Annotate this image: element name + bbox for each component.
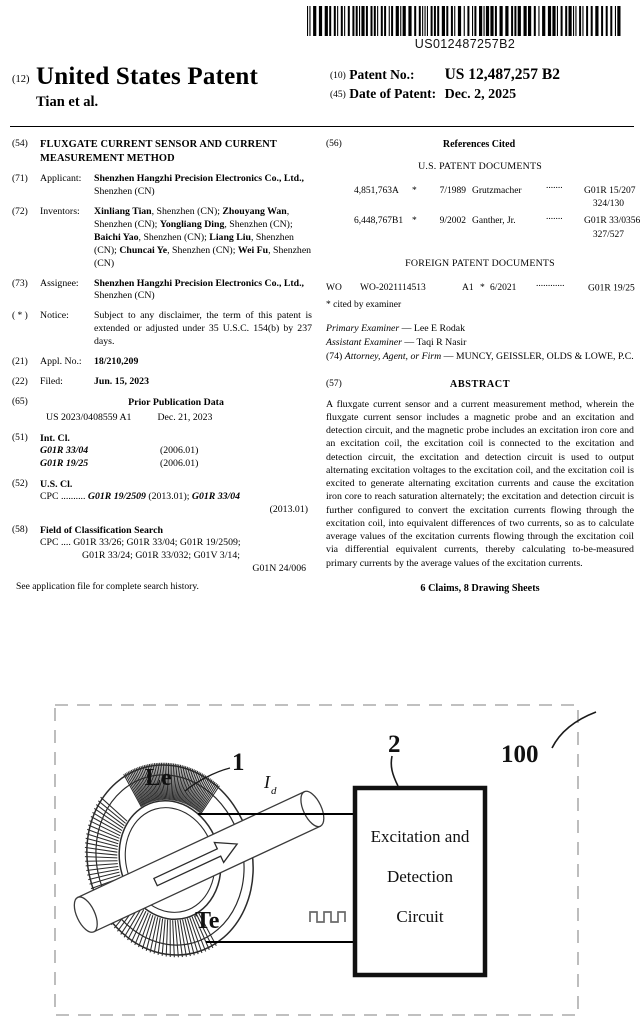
int-cl-table: [40, 445, 312, 471]
int-cl-version: (2006.01): [160, 445, 199, 457]
applicant-location: Shenzhen (CN): [94, 186, 155, 198]
references-heading: References Cited: [442, 139, 516, 150]
patent-date-value: Dec. 2, 2025: [444, 87, 517, 102]
attorney-label: Attorney, Agent, or Firm: [344, 350, 442, 362]
us-cl-version-1: (2013.01);: [145, 490, 192, 502]
field-notice-label: Notice:: [40, 310, 69, 322]
field-prior-pub-number: (65): [12, 397, 28, 407]
us-cl-version-2-line: [40, 504, 312, 517]
field-us-cl-number: (52): [12, 478, 28, 489]
current-label-id-main: I: [264, 772, 270, 792]
assistant-examiner-name: — Taqi R Nasir: [401, 337, 467, 349]
field-class-search-number: (58): [12, 524, 28, 535]
coil-turn: [173, 920, 175, 957]
inventor-location: , Shenzhen (CN);: [151, 205, 223, 217]
field-inventors: [12, 206, 312, 271]
appl-no-value: 18/210,209: [94, 356, 139, 368]
us-patent-documents-list: [326, 180, 641, 241]
assistant-examiner-row: [326, 337, 634, 350]
attorney-name: — MUNCY, GEISSLER, OLDS & LOWE, P.C.: [441, 350, 634, 362]
patent-date-tag: (45): [330, 90, 346, 100]
field-applicant: [12, 173, 312, 199]
reference-classification: G01R 33/0356: [584, 216, 641, 227]
invention-title: FLUXGATE CURRENT SENSOR AND CURRENT MEASUREMENT METHOD: [40, 139, 277, 165]
notice-text: Subject to any disclaimer, the term of this patent is extended or adjusted under 35 U.S.C. 154(b) by 237 days.: [94, 310, 312, 348]
coil-turn: [85, 857, 117, 858]
references-header-row: [326, 138, 634, 151]
square-wave-path: [310, 912, 345, 922]
foreign-dot-leader: ............: [536, 278, 565, 289]
filed-date-value: Jun. 15, 2023: [94, 376, 149, 388]
coil-turn: [93, 812, 123, 830]
class-search-heading: Field of Classification Search: [40, 524, 163, 536]
inventor-location: , Shenzhen (CN);: [138, 231, 210, 243]
excitation-detection-circuit-box: [355, 788, 485, 975]
coil-label-le: Le: [145, 765, 172, 791]
abstract-header-row: [326, 378, 634, 392]
us-cl-line: [40, 491, 312, 504]
prior-publication-number: US 2023/0408559 A1: [46, 412, 132, 424]
probe-ref-label-1: 1: [232, 749, 245, 776]
primary-examiner-label: Primary Examiner: [326, 323, 400, 335]
coil-turn: [162, 919, 165, 955]
reference-date: 9/2002: [439, 216, 466, 227]
int-cl-heading: Int. Cl.: [40, 432, 70, 444]
int-cl-code: G01R 33/04: [40, 445, 89, 457]
reference-patent-number: 4,851,763: [354, 185, 392, 196]
field-filed-label: Filed:: [40, 376, 63, 388]
coil-turn: [85, 852, 117, 855]
coil-turn: [180, 920, 186, 957]
inventor-location: , Shenzhen (CN): [94, 244, 312, 269]
applicant-name: Shenzhen Hangzhi Precision Electronics Co., Ltd.,: [94, 173, 305, 185]
inventor-location: , Shenzhen (CN);: [167, 244, 238, 256]
int-cl-row: [40, 445, 312, 458]
field-filed-number: (22): [12, 377, 28, 388]
field-notice-number: ( * ): [12, 311, 28, 322]
class-search-line-3: G01N 24/006: [252, 562, 306, 574]
reference-dot-leader: .......: [546, 211, 563, 222]
foreign-reference-row: [326, 278, 634, 295]
field-appl-no-label: Appl. No.:: [40, 356, 82, 368]
page-title: United States Patent: [36, 63, 259, 90]
inventor-name: Zhouyang Wan: [222, 205, 287, 217]
field-appl-no-number: (21): [12, 357, 28, 368]
attorney-row: [326, 351, 634, 364]
inventor-name: Xinliang Tian: [94, 205, 152, 217]
class-search-line-1: CPC .... G01R 33/26; G01R 33/04; G01R 19/2509;: [40, 536, 241, 548]
reference-dot-leader: .......: [546, 181, 563, 192]
coil-label-te: Te: [195, 908, 220, 934]
reference-subclass: 324/130: [592, 199, 624, 210]
inventor-location: , Shenzhen (CN);: [94, 205, 290, 230]
circuit-label-line-3: Circuit: [396, 907, 444, 926]
field-applicant-label: Applicant:: [40, 173, 82, 185]
masthead: [0, 62, 644, 126]
field-inventors-label: Inventors:: [40, 205, 80, 217]
int-cl-code: G01R 19/25: [40, 457, 89, 469]
field-assignee-number: (73): [12, 278, 28, 289]
applicant-value: [94, 173, 312, 199]
claims-and-sheets-line: 6 Claims, 8 Drawing Sheets: [420, 582, 540, 594]
abstract-text: A fluxgate current sensor and a current measurement method, wherein the fluxgate current sensor includes a magnetic probe and an excitation and detection circuit, and the magnetic probe includes an excitation iron core and an excitation coil, the excitation coil is connected to the excitation and detection circuit, the excitation and detection circuit is used to output alternating excitation voltages to the excitation coil, and the excitation coil is excited to generate alternating excitation currents and cause the excitation iron core to reach saturation alternately; the excitation and detection circuit is further configured to convert the excitation currents flowing through the excitation coil, into equivalent differences of two currents, so as to calculate average values of the excitation currents flowing through the excitation coil via differential equivalent currents, thereby calculating to-be-measured primary currents by the average values of the excitation currents.: [326, 398, 634, 569]
us-cl-version-2: (2013.01): [269, 503, 308, 515]
foreign-publication-number: WO-2021114513: [360, 283, 426, 294]
field-int-cl: [12, 432, 312, 471]
field-appl-no: [12, 356, 312, 369]
inventor-name: Chuncai Ye: [119, 244, 168, 256]
reference-classification: G01R 15/207: [584, 185, 636, 196]
field-int-cl-number: (51): [12, 432, 28, 443]
foreign-documents-heading: FOREIGN PATENT DOCUMENTS: [405, 258, 555, 270]
field-title: [12, 138, 312, 166]
us-cl-cpc-label: CPC ..........: [40, 490, 86, 502]
reference-assignee-name: Ganther, Jr.: [472, 216, 516, 227]
primary-examiner-name: — Lee E Rodak: [399, 323, 466, 335]
barcode-number: US012487257B2: [414, 37, 516, 51]
reference-examiner-star: *: [412, 185, 417, 196]
references-number: (56): [326, 139, 342, 149]
assembly-dashed-boundary: [55, 705, 578, 1015]
foreign-country-code: WO: [326, 283, 342, 294]
coil-turn: [86, 864, 118, 866]
barcode-block: [305, 6, 625, 51]
field-prior-publication: [12, 396, 312, 425]
field-assignee-label: Assignee:: [40, 277, 79, 289]
reference-kind-code: B1: [392, 216, 404, 227]
field-applicant-number: (71): [12, 174, 28, 185]
field-notice: [12, 310, 312, 349]
us-patent-documents-heading: U.S. PATENT DOCUMENTS: [418, 161, 542, 173]
abstract-number: (57): [326, 378, 342, 389]
patent-date-row: [330, 86, 630, 103]
circuit-ref-leader: [391, 756, 398, 786]
reference-row: [326, 180, 634, 197]
inventor-name: Yongliang Ding: [159, 218, 225, 230]
int-cl-version: (2006.01): [160, 457, 199, 469]
field-us-cl: [12, 478, 312, 517]
patent-number-label: Patent No.:: [349, 67, 415, 82]
document-kind-tag: (12): [12, 74, 30, 85]
barcode-image: [305, 6, 625, 36]
int-cl-row: [40, 458, 312, 471]
assignee-value: [94, 278, 312, 304]
assignee-location: Shenzhen (CN): [94, 290, 155, 302]
prior-publication-row: [40, 412, 312, 425]
foreign-kind-code: A1: [462, 283, 474, 294]
reference-examiner-star: *: [412, 216, 417, 227]
reference-date: 7/1989: [439, 185, 466, 196]
inventor-name: Baichi Yao: [94, 231, 139, 243]
patent-number-row: [330, 66, 630, 84]
us-cl-heading: U.S. Cl.: [40, 478, 73, 490]
patent-number-value: US 12,487,257 B2: [444, 66, 560, 83]
reference-subclass: 327/527: [592, 229, 624, 240]
inventor-name: Wei Fu: [237, 244, 269, 256]
figure-1-drawing: [0, 690, 644, 1024]
assembly-leader-line: [552, 712, 596, 748]
primary-examiner-row: [326, 323, 634, 336]
us-cl-code-1: G01R 19/2509: [87, 490, 146, 502]
coil-turn: [88, 872, 119, 879]
coil-turn: [91, 816, 121, 833]
class-search-line-2: G01R 33/24; G01R 33/032; G01V 3/14;: [82, 549, 240, 561]
first-named-inventor: Tian et al.: [36, 94, 99, 110]
inventor-name: Liang Liu: [209, 231, 251, 243]
abstract-heading: ABSTRACT: [449, 378, 511, 390]
circuit-ref-label-2: 2: [388, 731, 401, 758]
coil-turn: [166, 920, 167, 957]
bibliographic-left-column: [12, 138, 312, 593]
figure-svg: [0, 690, 644, 1024]
reference-assignee-name: Grutzmacher: [472, 185, 522, 196]
patent-date-label: Date of Patent:: [349, 86, 437, 101]
cited-by-examiner-note: * cited by examiner: [326, 299, 402, 310]
prior-publication-date: Dec. 21, 2023: [157, 412, 213, 424]
assembly-label-100: 100: [501, 741, 539, 768]
circuit-label-line-2: Detection: [386, 867, 454, 886]
reference-row: [326, 211, 641, 228]
prior-publication-heading: Prior Publication Data: [128, 397, 224, 408]
field-classification-search: [12, 524, 312, 576]
foreign-examiner-star: *: [480, 283, 485, 294]
assistant-examiner-label: Assistant Examiner: [326, 337, 402, 349]
field-filed: [12, 376, 312, 389]
circuit-label-line-1: Excitation and: [370, 827, 470, 846]
square-wave-icon: [310, 912, 345, 1024]
attorney-number: (74): [326, 350, 343, 362]
bibliographic-right-column: [326, 138, 641, 595]
field-assignee: [12, 278, 312, 304]
field-inventors-number: (72): [12, 206, 28, 217]
inventor-location: , Shenzhen (CN);: [94, 231, 294, 256]
inventor-location: , Shenzhen (CN);: [224, 218, 293, 230]
foreign-date: 6/2021: [490, 283, 517, 294]
field-title-number: (54): [12, 139, 28, 149]
foreign-patent-documents-list: [326, 278, 634, 295]
reference-patent-number: 6,448,767: [354, 216, 392, 227]
us-cl-code-2: G01R 33/04: [191, 490, 241, 502]
current-label-id: [263, 772, 277, 797]
foreign-classification: G01R 19/25: [588, 283, 635, 294]
reference-kind-code: A: [392, 185, 399, 196]
patent-number-tag: (10): [330, 71, 346, 81]
current-label-id-subscript: d: [271, 785, 277, 797]
inventor-list: [94, 206, 312, 271]
assignee-name: Shenzhen Hangzhi Precision Electronics Co., Ltd.,: [94, 277, 305, 289]
search-history-note: See application file for complete search history.: [16, 580, 199, 592]
header-divider: [10, 126, 634, 127]
